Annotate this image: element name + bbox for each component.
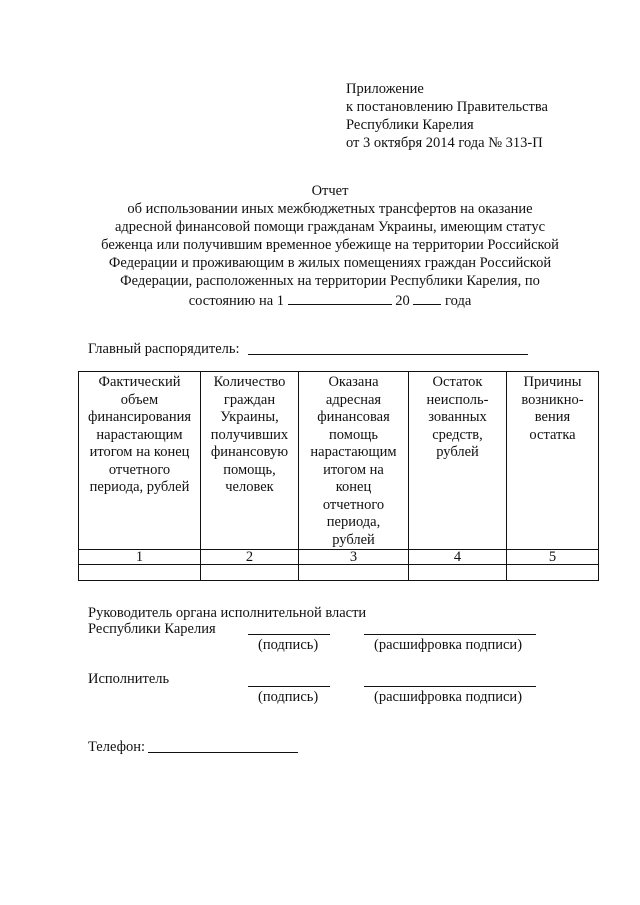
- appendix-line-2: к постановлению Правительства: [346, 99, 548, 115]
- header-line: конец: [335, 479, 372, 495]
- header-line: возникно-: [521, 391, 584, 408]
- data-cell[interactable]: [201, 565, 299, 581]
- header-line: отчетного: [108, 461, 171, 478]
- header-line: периода, рублей: [89, 479, 190, 495]
- head-title-line-2: Республики Карелия: [88, 621, 216, 637]
- header-cell: [201, 372, 299, 550]
- header-line: отчетного: [322, 496, 385, 513]
- head-decode-blank[interactable]: [364, 634, 536, 635]
- title-word: Отчет: [311, 183, 349, 199]
- header-line: финансирования: [87, 409, 192, 425]
- table-data-row: [79, 565, 599, 581]
- date-year-blank[interactable]: [413, 290, 441, 305]
- header-line: итогом на конец: [89, 444, 190, 460]
- appendix-line-3: Республики Карелия: [346, 117, 474, 133]
- date-suffix: года: [445, 293, 472, 309]
- header-line: неисполь-: [426, 391, 489, 408]
- main-manager-label: Главный распорядитель:: [88, 341, 240, 357]
- main-manager-row: [88, 340, 240, 358]
- header-line: нарастающим: [310, 444, 397, 460]
- header-line: зованных: [428, 409, 487, 425]
- column-number: 4: [409, 550, 507, 565]
- data-cell[interactable]: [409, 565, 507, 581]
- column-number: 3: [299, 550, 409, 565]
- report-title: [90, 182, 570, 310]
- header-line: объем: [120, 391, 159, 408]
- header-line: Оказана: [328, 374, 379, 390]
- phone-label: Телефон:: [88, 739, 146, 755]
- data-cell[interactable]: [299, 565, 409, 581]
- header-line: Причины: [523, 374, 582, 390]
- date-day-month-blank[interactable]: [288, 290, 392, 305]
- header-line: средств,: [432, 426, 483, 443]
- header-cell: [507, 372, 599, 550]
- header-line: остатка: [529, 426, 576, 443]
- header-line: Остаток: [432, 374, 483, 390]
- data-cell[interactable]: [79, 565, 201, 581]
- executor-signature-blank[interactable]: [248, 686, 330, 687]
- header-line: рублей: [332, 531, 375, 548]
- table-header-row: [79, 372, 599, 550]
- header-line: периода,: [326, 514, 381, 530]
- head-title-line-1: Руководитель органа исполнительной власти: [88, 605, 367, 621]
- executor-decode-blank[interactable]: [364, 686, 536, 687]
- header-cell: [299, 372, 409, 550]
- header-line: итогом на: [323, 461, 384, 478]
- head-signature-blank[interactable]: [248, 634, 330, 635]
- header-line: Фактический: [98, 374, 181, 390]
- header-line: помощь,: [223, 461, 276, 478]
- header-line: Количество: [213, 374, 286, 390]
- head-signature-caption: (подпись): [258, 637, 319, 653]
- date-mid: 20: [395, 293, 410, 309]
- phone-blank[interactable]: [148, 752, 298, 753]
- head-decode-caption: (расшифровка подписи): [374, 637, 523, 653]
- header-line: финансовая: [317, 409, 390, 425]
- appendix-block: [346, 80, 548, 152]
- column-number: 5: [507, 550, 599, 565]
- header-cell: [409, 372, 507, 550]
- appendix-line-4: от 3 октября 2014 года № 313-П: [346, 135, 543, 151]
- header-cell: [79, 372, 201, 550]
- title-line-1: об использовании иных межбюджетных трансфертов на оказание: [127, 201, 533, 217]
- header-line: Украины,: [220, 409, 279, 425]
- title-date-line: [90, 290, 570, 310]
- header-line: вения: [534, 409, 571, 425]
- header-line: рублей: [436, 444, 479, 460]
- column-number: 1: [79, 550, 201, 565]
- main-manager-blank[interactable]: [248, 354, 528, 355]
- date-prefix: состоянию на 1: [188, 293, 285, 309]
- header-line: нарастающим: [96, 426, 183, 443]
- title-line-5: Федерации, расположенных на территории Республики Карелия, по: [120, 273, 540, 289]
- title-line-4: Федерации и проживающим в жилых помещениях граждан Российской: [108, 255, 552, 271]
- header-line: получивших: [210, 426, 289, 443]
- header-line: адресная: [325, 391, 382, 408]
- title-line-2: адресной финансовой помощи гражданам Украины, имеющим статус: [114, 219, 546, 235]
- executor-label: Исполнитель: [88, 671, 170, 687]
- executor-signature-caption: (подпись): [258, 689, 319, 705]
- report-table: [78, 371, 599, 581]
- header-line: помощь: [329, 426, 378, 443]
- header-line: граждан: [223, 391, 276, 408]
- appendix-line-1: Приложение: [346, 81, 424, 97]
- title-line-3: беженца или получившим временное убежище на территории Российской: [101, 237, 559, 253]
- table-number-row: [79, 550, 599, 565]
- header-line: финансовую: [210, 444, 289, 460]
- executor-decode-caption: (расшифровка подписи): [374, 689, 523, 705]
- header-line: человек: [225, 479, 274, 495]
- data-cell[interactable]: [507, 565, 599, 581]
- column-number: 2: [201, 550, 299, 565]
